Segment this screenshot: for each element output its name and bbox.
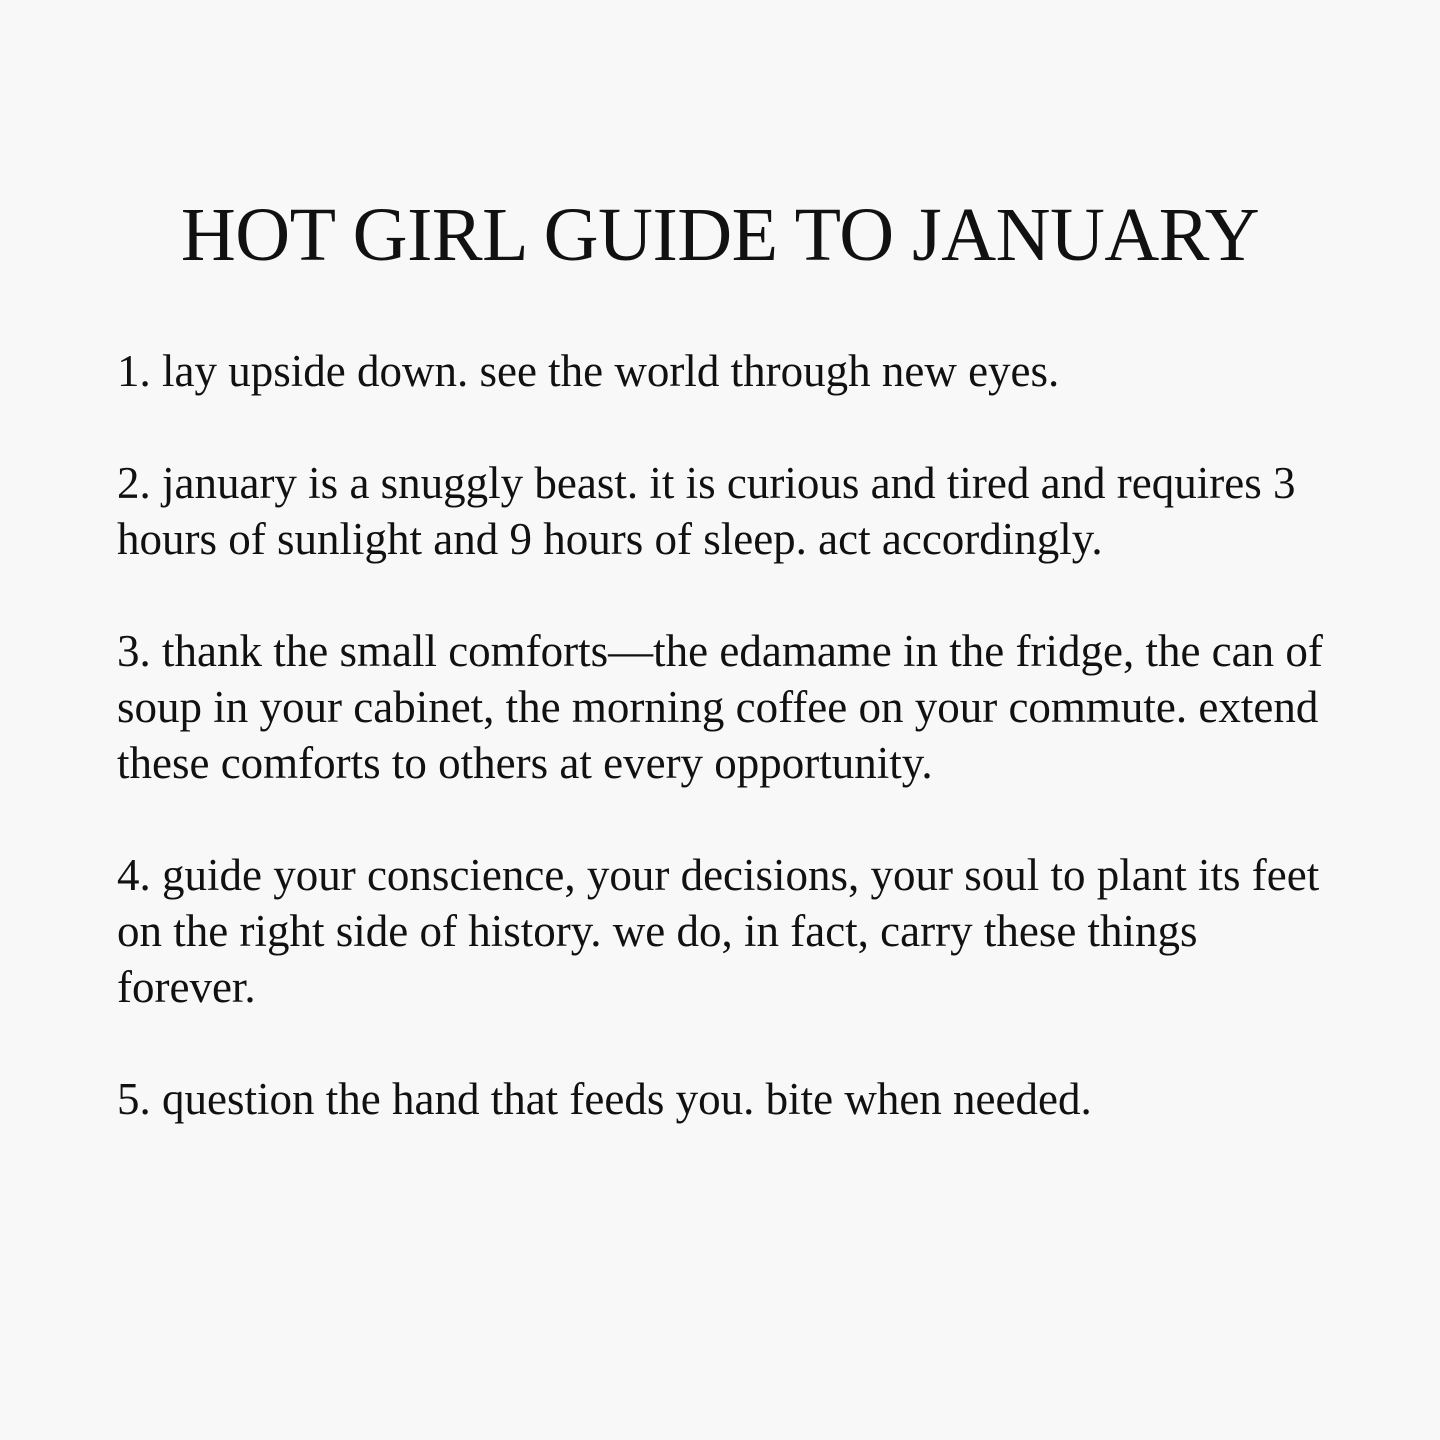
page-title: HOT GIRL GUIDE TO JANUARY xyxy=(180,193,1260,277)
guide-item-1: 1. lay upside down. see the world through new eyes. xyxy=(117,346,1060,396)
guide-list xyxy=(117,343,1347,1127)
guide-item-2: 2. january is a snuggly beast. it is curious and tired and requires 3 hours of sunlight and 9 hours of sleep. act accordingly. xyxy=(117,458,1296,564)
guide-item-4: 4. guide your conscience, your decisions, your soul to plant its feet on the right side of history. we do, in fact, carry these things forever. xyxy=(117,850,1320,1012)
guide-item-5: 5. question the hand that feeds you. bite when needed. xyxy=(117,1074,1092,1124)
guide-item-3: 3. thank the small comforts—the edamame in the fridge, the can of soup in your cabinet, the morning coffee on your commute. extend these comforts to others at every opportunity. xyxy=(117,626,1323,788)
